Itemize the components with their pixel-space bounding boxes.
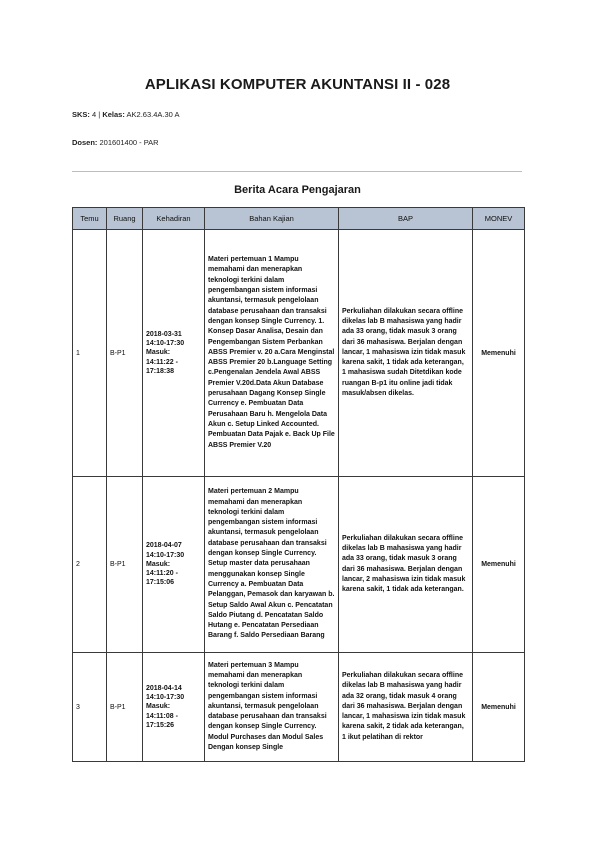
cell-bahan-kajian: Materi pertemuan 1 Mampu memahami dan menerapkan teknologi terkini dalam pengembangan sistem informasi akuntansi, termasuk pengelolaan database perusahaan dan transaksi dengan konsep Single Currency. 1. Konsep Dasar Analisa, Desain dan Pengembangan Sistem Perbankan ABSS Premier v. 20 a.Cara Menginstal ABSS Premier 20 b.Language Setting c.Pengenalan Jendela Awal ABSS Premier V.20d.Data Akun Database perusahaan Dagang Konsep Single Currency e. Pembuatan Data Perusahaan Baru h. Mengelola Data Akun c. Setup Linked Accounted. Pembuatan Data Pajak e. Back Up File ABSS Premier V.20 [205, 230, 339, 477]
section-title: Berita Acara Pengajaran [234, 184, 361, 196]
cell-kehadiran: 2018-03-31 14:10-17:30 Masuk: 14:11:22 - 17:18:38 [143, 230, 205, 477]
header-kehadiran: Kehadiran [143, 208, 205, 230]
cell-monev: Memenuhi [473, 230, 525, 477]
table-row [73, 477, 525, 653]
header-bap: BAP [339, 208, 473, 230]
cell-ruang: B-P1 [107, 653, 143, 762]
header-ruang: Ruang [107, 208, 143, 230]
course-meta-line [72, 110, 179, 119]
cell-temu: 2 [73, 477, 107, 653]
cell-bahan-kajian: Materi pertemuan 3 Mampu memahami dan menerapkan teknologi terkini dalam pengembangan sistem informasi akuntansi, termasuk pengelolaan database perusahaan dan transaksi dengan konsep Single Currency. Modul Purchases dan Modul Sales Dengan konsep Single [205, 653, 339, 762]
cell-bap: Perkuliahan dilakukan secara offline dikelas lab B mahasiswa yang hadir ada 33 orang, tidak masuk 3 orang dari 36 mahasiswa. Berjalan dengan lancar, 1 mahasiswa izin tidak masuk karena sakit, 1 tidak ada keterangan, 1 mahasiswa sudah Ditetdikan kode ruangan B-p1 itu online jadi tidak masuk/absen dikelas. [339, 230, 473, 477]
kelas-value: AK2.63.4A.30 A [126, 110, 180, 119]
cell-kehadiran: 2018-04-07 14:10-17:30 Masuk: 14:11:20 - 17:15:06 [143, 477, 205, 653]
divider [72, 171, 522, 172]
header-monev: MONEV [473, 208, 525, 230]
cell-temu: 1 [73, 230, 107, 477]
table-header-row [73, 208, 525, 230]
table-row [73, 653, 525, 762]
cell-monev: Memenuhi [473, 477, 525, 653]
cell-ruang: B-P1 [107, 230, 143, 477]
cell-kehadiran: 2018-04-14 14:10-17:30 Masuk: 14:11:08 - 17:15:26 [143, 653, 205, 762]
cell-monev: Memenuhi [473, 653, 525, 762]
header-bahan-kajian: Bahan Kajian [205, 208, 339, 230]
header-temu: Temu [73, 208, 107, 230]
cell-bahan-kajian: Materi pertemuan 2 Mampu memahami dan menerapkan teknologi terkini dalam pengembangan sistem informasi akuntansi, termasuk pengelolaan database perusahaan dan transaksi dengan konsep Single Currency. Setup master data perusahaan menggunakan konsep Single Currency a. Pembuatan Data Pelanggan, Pemasok dan karyawan b. Setup Saldo Awal Akun c. Pencatatan Saldo Piutang d. Pencatatan Saldo Hutang e. Pencatatan Persediaan Barang f. Saldo Persediaan Barang [205, 477, 339, 653]
sks-value: 4 [92, 110, 97, 119]
table-row [73, 230, 525, 477]
cell-bap: Perkuliahan dilakukan secara offline dikelas lab B mahasiswa yang hadir ada 32 orang, tidak masuk 4 orang dari 36 mahasiswa. Berjalan dengan lancar, 1 mahasiswa izin tidak masuk karena sakit, 2 tidak ada keterangan, 1 ikut pelatihan di rektor [339, 653, 473, 762]
dosen-label: Dosen: [72, 138, 98, 147]
cell-ruang: B-P1 [107, 477, 143, 653]
kelas-label: Kelas: [102, 110, 125, 119]
lecturer-line [72, 138, 159, 147]
course-title: APLIKASI KOMPUTER AKUNTANSI II - 028 [144, 76, 451, 93]
meta-separator: | [98, 110, 101, 119]
sks-label: SKS: [72, 110, 90, 119]
dosen-value: 201601400 - PAR [99, 138, 159, 147]
cell-temu: 3 [73, 653, 107, 762]
cell-bap: Perkuliahan dilakukan secara offline dikelas lab B mahasiswa yang hadir ada 33 orang, tidak masuk 3 orang dari 36 mahasiswa. Berjalan dengan lancar, 2 mahasiswa izin tidak masuk karena sakit, 1 tidak ada keterangan. [339, 477, 473, 653]
teaching-report-table [72, 207, 525, 762]
